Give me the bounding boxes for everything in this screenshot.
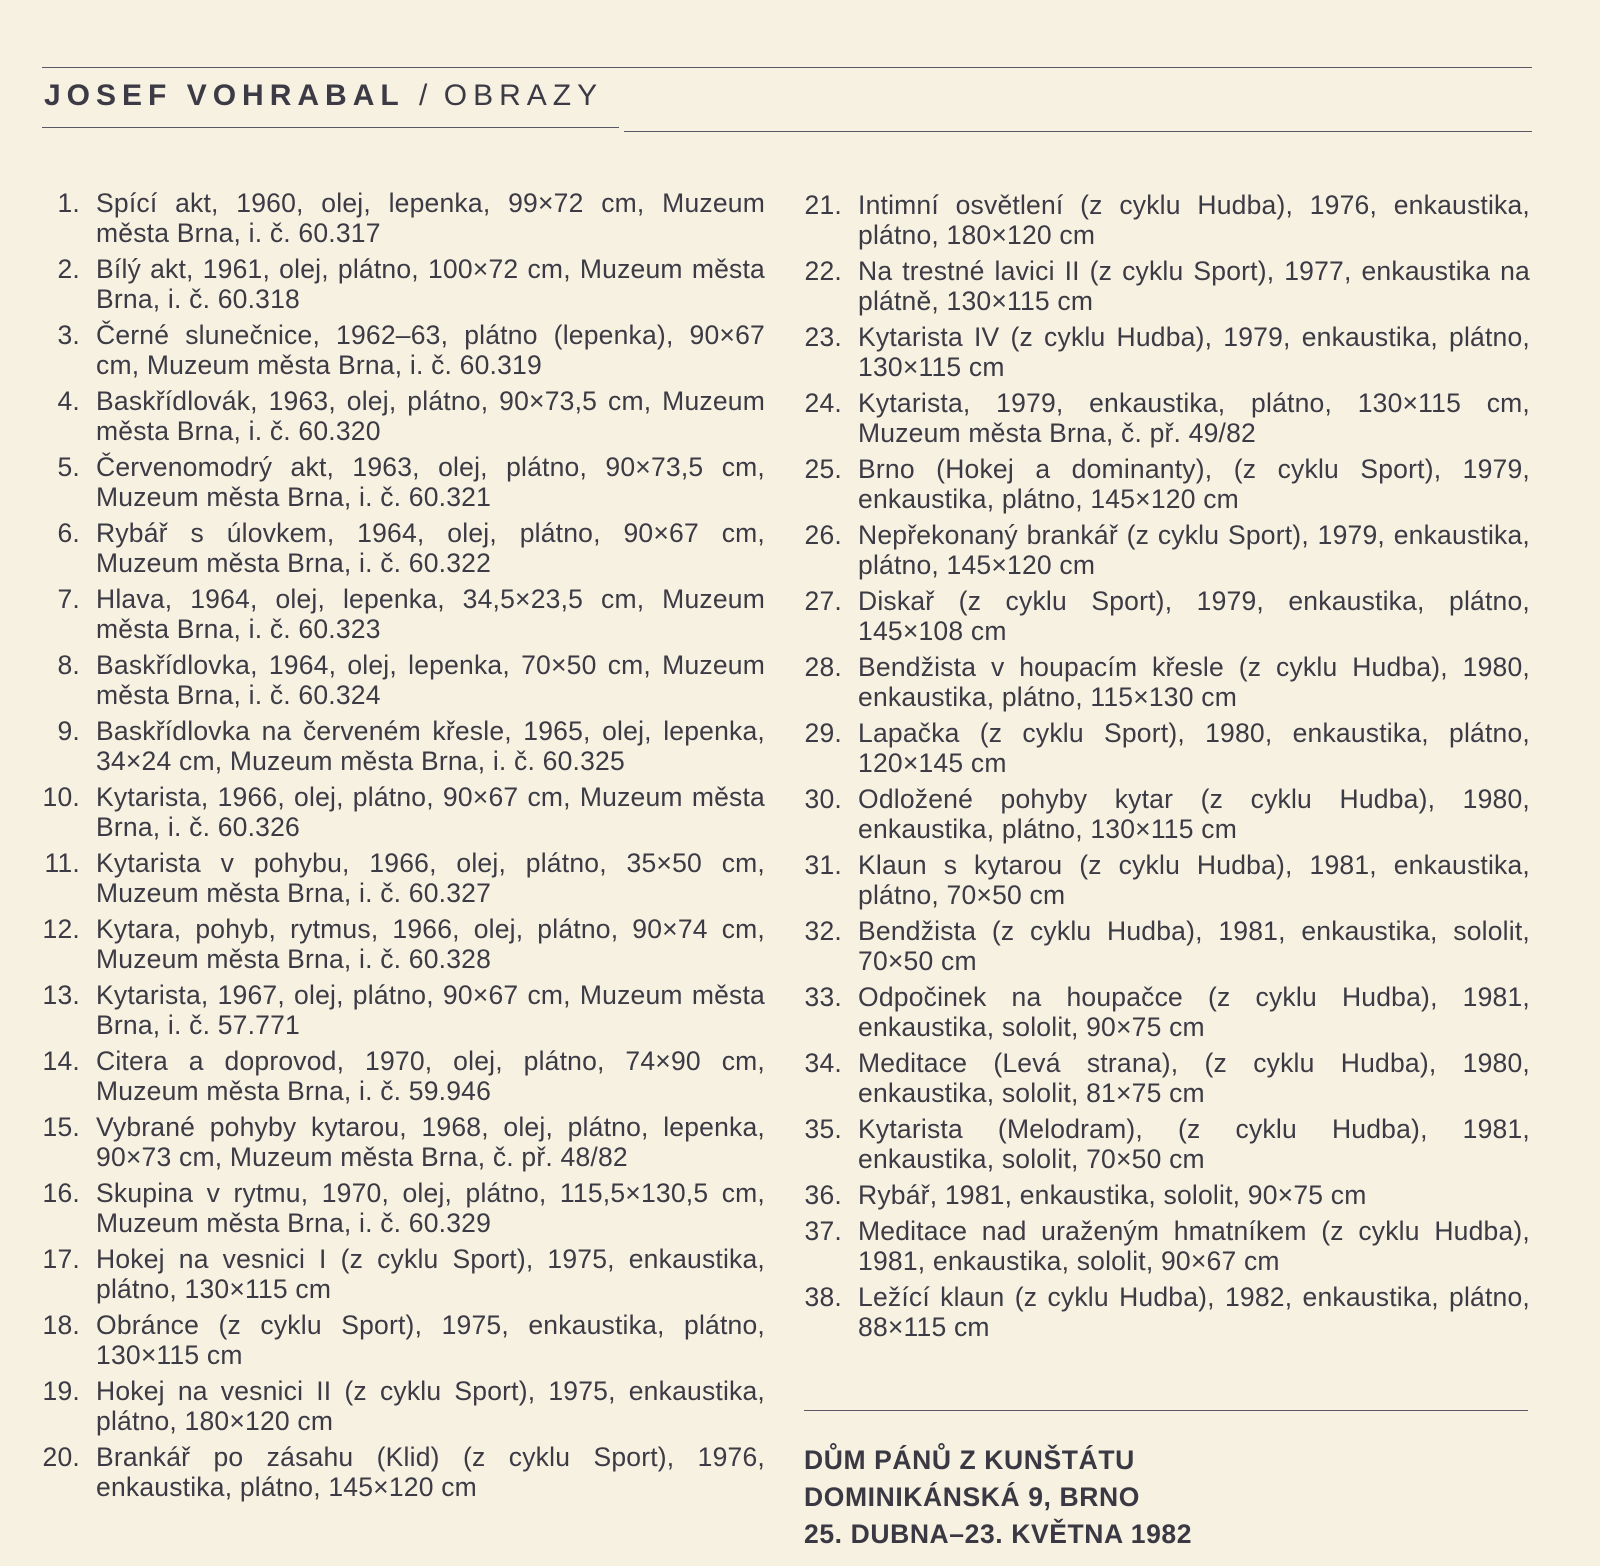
item-description: Citera a doprovod, 1970, olej, plátno, 74×90 cm, Muzeum města Brna, i. č. 59.946 — [96, 1046, 765, 1106]
catalogue-item — [792, 520, 1530, 580]
item-description: Meditace (Levá strana), (z cyklu Hudba), 1980, enkaustika, sololit, 81×75 cm — [858, 1048, 1530, 1108]
catalogue-item — [30, 848, 765, 908]
item-number: 36. — [804, 1180, 842, 1210]
catalogue-item — [30, 1442, 765, 1502]
item-number: 30. — [804, 784, 842, 814]
item-number: 21. — [804, 190, 842, 220]
item-description: Kytarista, 1979, enkaustika, plátno, 130×115 cm, Muzeum města Brna, č. př. 49/82 — [858, 388, 1530, 448]
catalogue-item — [792, 1048, 1530, 1108]
item-number: 2. — [57, 254, 80, 284]
catalogue-item — [30, 452, 765, 512]
item-number: 16. — [42, 1178, 80, 1208]
catalogue-item — [792, 256, 1530, 316]
item-number: 32. — [804, 916, 842, 946]
item-description: Obránce (z cyklu Sport), 1975, enkaustika, plátno, 130×115 cm — [96, 1310, 765, 1370]
item-description: Odpočinek na houpačce (z cyklu Hudba), 1981, enkaustika, sololit, 90×75 cm — [858, 982, 1530, 1042]
catalogue-item — [30, 914, 765, 974]
item-number: 8. — [57, 650, 80, 680]
catalogue-item — [30, 386, 765, 446]
item-number: 27. — [804, 586, 842, 616]
venue-name: DŮM PÁNŮ Z KUNŠTÁTU — [804, 1445, 1135, 1475]
item-number: 14. — [42, 1046, 80, 1076]
item-description: Baskřídlovka, 1964, olej, lepenka, 70×50 cm, Muzeum města Brna, i. č. 60.324 — [96, 650, 765, 710]
header-rule-right — [624, 131, 1532, 132]
catalogue-item — [792, 454, 1530, 514]
item-description: Baskřídlovka na červeném křesle, 1965, olej, lepenka, 34×24 cm, Muzeum města Brna, i. č. 60.325 — [96, 716, 765, 776]
page-header — [44, 78, 603, 114]
catalogue-item — [30, 320, 765, 380]
item-description: Červenomodrý akt, 1963, olej, plátno, 90×73,5 cm, Muzeum města Brna, i. č. 60.321 — [96, 452, 765, 512]
exhibition-dates: 25. DUBNA–23. KVĚTNA 1982 — [804, 1519, 1193, 1549]
item-number: 31. — [804, 850, 842, 880]
item-description: Vybrané pohyby kytarou, 1968, olej, plátno, lepenka, 90×73 cm, Muzeum města Brna, č. př. 48/82 — [96, 1112, 765, 1172]
item-description: Intimní osvětlení (z cyklu Hudba), 1976, enkaustika, plátno, 180×120 cm — [858, 190, 1530, 250]
catalogue-item — [30, 716, 765, 776]
item-number: 38. — [804, 1282, 842, 1312]
catalogue-item — [792, 982, 1530, 1042]
header-subtitle: OBRAZY — [443, 79, 604, 112]
catalogue-item — [30, 584, 765, 644]
item-description: Skupina v rytmu, 1970, olej, plátno, 115,5×130,5 cm, Muzeum města Brna, i. č. 60.329 — [96, 1178, 765, 1238]
item-number: 13. — [42, 980, 80, 1010]
item-description: Kytarista IV (z cyklu Hudba), 1979, enkaustika, plátno, 130×115 cm — [858, 322, 1530, 382]
item-description: Diskař (z cyklu Sport), 1979, enkaustika, plátno, 145×108 cm — [858, 586, 1530, 646]
venue-rule — [804, 1410, 1528, 1411]
item-number: 34. — [804, 1048, 842, 1078]
item-number: 29. — [804, 718, 842, 748]
item-description: Rybář s úlovkem, 1964, olej, plátno, 90×67 cm, Muzeum města Brna, i. č. 60.322 — [96, 518, 765, 578]
item-number: 24. — [804, 388, 842, 418]
catalogue-item — [30, 1310, 765, 1370]
item-description: Kytarista, 1967, olej, plátno, 90×67 cm, Muzeum města Brna, i. č. 57.771 — [96, 980, 765, 1040]
catalogue-item — [30, 254, 765, 314]
item-description: Baskřídlovák, 1963, olej, plátno, 90×73,5 cm, Muzeum města Brna, i. č. 60.320 — [96, 386, 765, 446]
catalogue-item — [792, 916, 1530, 976]
item-description: Rybář, 1981, enkaustika, sololit, 90×75 cm — [858, 1180, 1367, 1210]
item-description: Klaun s kytarou (z cyklu Hudba), 1981, enkaustika, plátno, 70×50 cm — [858, 850, 1530, 910]
catalogue-column-left — [30, 188, 765, 1508]
catalogue-item — [792, 850, 1530, 910]
item-description: Lapačka (z cyklu Sport), 1980, enkaustika, plátno, 120×145 cm — [858, 718, 1530, 778]
item-description: Bílý akt, 1961, olej, plátno, 100×72 cm, Muzeum města Brna, i. č. 60.318 — [96, 254, 765, 314]
item-number: 4. — [57, 386, 80, 416]
item-description: Kytarista v pohybu, 1966, olej, plátno, 35×50 cm, Muzeum města Brna, i. č. 60.327 — [96, 848, 765, 908]
item-description: Spící akt, 1960, olej, lepenka, 99×72 cm, Muzeum města Brna, i. č. 60.317 — [96, 188, 765, 248]
item-description: Na trestné lavici II (z cyklu Sport), 1977, enkaustika na plátně, 130×115 cm — [858, 256, 1530, 316]
item-number: 35. — [804, 1114, 842, 1144]
catalogue-item — [30, 1244, 765, 1304]
item-description: Brno (Hokej a dominanty), (z cyklu Sport), 1979, enkaustika, plátno, 145×120 cm — [858, 454, 1530, 514]
item-description: Kytara, pohyb, rytmus, 1966, olej, plátno, 90×74 cm, Muzeum města Brna, i. č. 60.328 — [96, 914, 765, 974]
catalogue-item — [30, 650, 765, 710]
item-number: 12. — [42, 914, 80, 944]
item-number: 19. — [42, 1376, 80, 1406]
item-number: 7. — [57, 584, 80, 614]
venue-info — [804, 1442, 1528, 1553]
top-rule — [42, 67, 1532, 68]
item-number: 25. — [804, 454, 842, 484]
item-description: Bendžista (z cyklu Hudba), 1981, enkaustika, sololit, 70×50 cm — [858, 916, 1530, 976]
item-description: Brankář po zásahu (Klid) (z cyklu Sport), 1976, enkaustika, plátno, 145×120 cm — [96, 1442, 765, 1502]
item-number: 6. — [57, 518, 80, 548]
item-number: 11. — [44, 848, 80, 878]
catalogue-item — [792, 190, 1530, 250]
item-number: 26. — [804, 520, 842, 550]
item-description: Nepřekonaný brankář (z cyklu Sport), 1979, enkaustika, plátno, 145×120 cm — [858, 520, 1530, 580]
item-number: 23. — [804, 322, 842, 352]
item-number: 28. — [804, 652, 842, 682]
catalogue-item — [30, 1112, 765, 1172]
item-number: 5. — [57, 452, 80, 482]
catalogue-item — [792, 1216, 1530, 1276]
catalogue-item — [792, 1180, 1530, 1210]
item-description: Hokej na vesnici I (z cyklu Sport), 1975, enkaustika, plátno, 130×115 cm — [96, 1244, 765, 1304]
catalogue-item — [30, 518, 765, 578]
catalogue-item — [30, 782, 765, 842]
item-number: 37. — [804, 1216, 842, 1246]
item-description: Bendžista v houpacím křesle (z cyklu Hudba), 1980, enkaustika, plátno, 115×130 cm — [858, 652, 1530, 712]
catalogue-item — [30, 1046, 765, 1106]
catalogue-item — [792, 718, 1530, 778]
item-description: Kytarista, 1966, olej, plátno, 90×67 cm, Muzeum města Brna, i. č. 60.326 — [96, 782, 765, 842]
item-number: 9. — [57, 716, 80, 746]
item-number: 22. — [804, 256, 842, 286]
item-number: 10. — [42, 782, 80, 812]
catalogue-item — [792, 322, 1530, 382]
header-rule-left — [42, 127, 619, 128]
catalogue-item — [792, 652, 1530, 712]
item-number: 15. — [42, 1112, 80, 1142]
catalogue-item — [792, 586, 1530, 646]
item-description: Hlava, 1964, olej, lepenka, 34,5×23,5 cm, Muzeum města Brna, i. č. 60.323 — [96, 584, 765, 644]
item-description: Hokej na vesnici II (z cyklu Sport), 1975, enkaustika, plátno, 180×120 cm — [96, 1376, 765, 1436]
item-description: Černé slunečnice, 1962–63, plátno (lepenka), 90×67 cm, Muzeum města Brna, i. č. 60.319 — [96, 320, 765, 380]
item-description: Kytarista (Melodram), (z cyklu Hudba), 1981, enkaustika, sololit, 70×50 cm — [858, 1114, 1530, 1174]
catalogue-item — [30, 1376, 765, 1436]
item-description: Odložené pohyby kytar (z cyklu Hudba), 1980, enkaustika, plátno, 130×115 cm — [858, 784, 1530, 844]
item-number: 33. — [804, 982, 842, 1012]
item-number: 1. — [57, 188, 80, 218]
item-description: Ležící klaun (z cyklu Hudba), 1982, enkaustika, plátno, 88×115 cm — [858, 1282, 1530, 1342]
item-number: 17. — [42, 1244, 80, 1274]
artist-name: JOSEF VOHRABAL — [44, 79, 405, 112]
header-separator: / — [419, 79, 430, 112]
catalogue-item — [30, 1178, 765, 1238]
item-number: 3. — [57, 320, 80, 350]
catalogue-item — [792, 784, 1530, 844]
catalogue-item — [30, 980, 765, 1040]
catalogue-item — [792, 1114, 1530, 1174]
catalogue-item — [792, 1282, 1530, 1342]
item-description: Meditace nad uraženým hmatníkem (z cyklu Hudba), 1981, enkaustika, sololit, 90×67 cm — [858, 1216, 1530, 1276]
item-number: 18. — [42, 1310, 80, 1340]
venue-address: DOMINIKÁNSKÁ 9, BRNO — [804, 1482, 1140, 1512]
catalogue-item — [792, 388, 1530, 448]
item-number: 20. — [42, 1442, 80, 1472]
catalogue-column-right — [792, 190, 1530, 1348]
catalogue-item — [30, 188, 765, 248]
